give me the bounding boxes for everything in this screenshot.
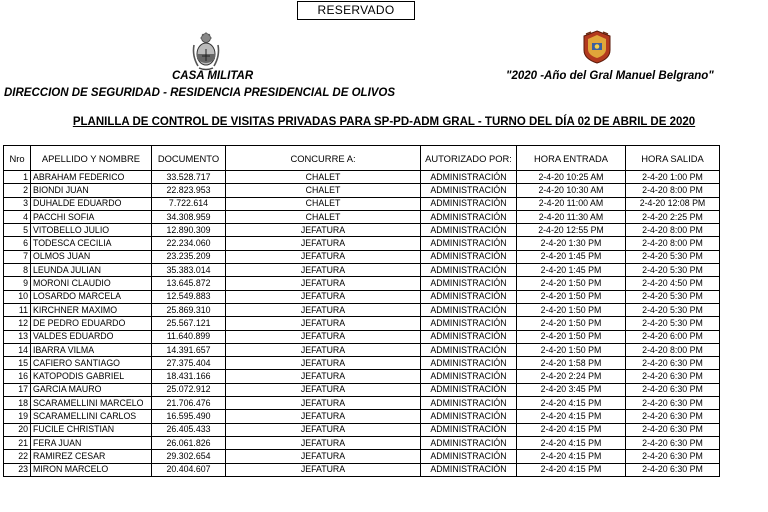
row-documento: 26.405.433 [152,423,226,436]
row-nro: 21 [4,436,31,449]
row-hora-entrada: 2-4-20 10:25 AM [517,171,626,184]
row-hora-entrada: 2-4-20 1:30 PM [517,237,626,250]
row-name: LOSARDO MARCELA [31,290,152,303]
row-concurre: CHALET [226,210,421,223]
row-concurre: JEFATURA [226,330,421,343]
row-nro: 1 [4,171,31,184]
row-hora-salida: 2-4-20 8:00 PM [626,184,720,197]
row-autorizado: ADMINISTRACIÓN [421,436,517,449]
row-nro: 3 [4,197,31,210]
row-hora-entrada: 2-4-20 1:50 PM [517,290,626,303]
row-name: KIRCHNER MAXIMO [31,303,152,316]
row-autorizado: ADMINISTRACIÓN [421,303,517,316]
row-nro: 5 [4,224,31,237]
table-row [4,410,720,423]
row-hora-salida: 2-4-20 6:30 PM [626,357,720,370]
row-hora-salida: 2-4-20 6:30 PM [626,410,720,423]
row-name: ABRAHAM FEDERICO [31,171,152,184]
row-nro: 17 [4,383,31,396]
row-nro: 23 [4,463,31,476]
row-documento: 29.302.654 [152,450,226,463]
row-hora-entrada: 2-4-20 2:24 PM [517,370,626,383]
row-hora-entrada: 2-4-20 1:50 PM [517,343,626,356]
table-row [4,250,720,263]
row-hora-entrada: 2-4-20 4:15 PM [517,397,626,410]
table-row [4,423,720,436]
row-concurre: JEFATURA [226,264,421,277]
row-name: CAFIERO SANTIAGO [31,357,152,370]
row-nro: 22 [4,450,31,463]
table-row [4,357,720,370]
row-hora-salida: 2-4-20 5:30 PM [626,303,720,316]
row-autorizado: ADMINISTRACIÓN [421,317,517,330]
row-documento: 34.308.959 [152,210,226,223]
table-row [4,330,720,343]
row-concurre: JEFATURA [226,383,421,396]
row-documento: 26.061.826 [152,436,226,449]
row-documento: 18.431.166 [152,370,226,383]
row-documento: 12.890.309 [152,224,226,237]
row-name: PACCHI SOFIA [31,210,152,223]
table-row [4,197,720,210]
table-row [4,370,720,383]
row-concurre: JEFATURA [226,303,421,316]
row-documento: 25.869.310 [152,303,226,316]
row-name: FUCILE CHRISTIAN [31,423,152,436]
row-hora-entrada: 2-4-20 10:30 AM [517,184,626,197]
row-hora-salida: 2-4-20 12:08 PM [626,197,720,210]
row-nro: 20 [4,423,31,436]
row-nro: 2 [4,184,31,197]
row-concurre: JEFATURA [226,357,421,370]
row-concurre: JEFATURA [226,317,421,330]
row-hora-salida: 2-4-20 8:00 PM [626,237,720,250]
row-autorizado: ADMINISTRACIÓN [421,397,517,410]
row-hora-entrada: 2-4-20 1:50 PM [517,303,626,316]
row-hora-entrada: 2-4-20 3:45 PM [517,383,626,396]
table-row [4,343,720,356]
row-autorizado: ADMINISTRACIÓN [421,290,517,303]
row-concurre: JEFATURA [226,224,421,237]
row-concurre: CHALET [226,171,421,184]
row-nro: 10 [4,290,31,303]
row-nro: 7 [4,250,31,263]
casa-militar-emblem-icon [582,30,612,64]
row-hora-salida: 2-4-20 6:30 PM [626,463,720,476]
row-autorizado: ADMINISTRACIÓN [421,450,517,463]
row-documento: 22.823.953 [152,184,226,197]
table-row [4,210,720,223]
row-name: SCARAMELLINI CARLOS [31,410,152,423]
table-header-row [4,146,720,171]
row-autorizado: ADMINISTRACIÓN [421,171,517,184]
row-name: FERA JUAN [31,436,152,449]
row-nro: 11 [4,303,31,316]
row-hora-salida: 2-4-20 5:30 PM [626,290,720,303]
row-autorizado: ADMINISTRACIÓN [421,463,517,476]
row-documento: 20.404.607 [152,463,226,476]
table-row [4,317,720,330]
table-row [4,436,720,449]
row-autorizado: ADMINISTRACIÓN [421,330,517,343]
row-nro: 6 [4,237,31,250]
row-autorizado: ADMINISTRACIÓN [421,370,517,383]
argentina-coat-of-arms-icon [190,31,222,71]
col-autorizado: AUTORIZADO POR: [421,146,517,171]
row-name: VALDES EDUARDO [31,330,152,343]
row-hora-entrada: 2-4-20 1:58 PM [517,357,626,370]
row-hora-entrada: 2-4-20 1:50 PM [517,317,626,330]
row-name: SCARAMELLINI MARCELO [31,397,152,410]
reserved-stamp: RESERVADO [297,1,415,20]
row-hora-salida: 2-4-20 5:30 PM [626,250,720,263]
row-concurre: JEFATURA [226,370,421,383]
table-row [4,290,720,303]
row-hora-entrada: 2-4-20 4:15 PM [517,463,626,476]
row-name: DUHALDE EDUARDO [31,197,152,210]
row-concurre: JEFATURA [226,250,421,263]
row-hora-salida: 2-4-20 1:00 PM [626,171,720,184]
row-concurre: CHALET [226,197,421,210]
table-row [4,303,720,316]
row-name: IBARRA VILMA [31,343,152,356]
row-name: MORONI CLAUDIO [31,277,152,290]
row-hora-salida: 2-4-20 6:00 PM [626,330,720,343]
row-hora-salida: 2-4-20 6:30 PM [626,423,720,436]
row-hora-entrada: 2-4-20 11:00 AM [517,197,626,210]
row-name: BIONDI JUAN [31,184,152,197]
table-row [4,184,720,197]
table-row [4,237,720,250]
row-documento: 13.645.872 [152,277,226,290]
row-name: OLMOS JUAN [31,250,152,263]
row-hora-salida: 2-4-20 6:30 PM [626,436,720,449]
row-hora-entrada: 2-4-20 11:30 AM [517,210,626,223]
row-documento: 21.706.476 [152,397,226,410]
table-row [4,224,720,237]
direccion-heading: DIRECCION DE SEGURIDAD - RESIDENCIA PRESIDENCIAL DE OLIVOS [4,87,396,99]
row-hora-salida: 2-4-20 6:30 PM [626,370,720,383]
table-row [4,397,720,410]
row-name: LEUNDA JULIAN [31,264,152,277]
row-documento: 33.528.717 [152,171,226,184]
table-row [4,383,720,396]
col-hora-entrada: HORA ENTRADA [517,146,626,171]
row-autorizado: ADMINISTRACIÓN [421,184,517,197]
row-nro: 13 [4,330,31,343]
row-hora-salida: 2-4-20 6:30 PM [626,397,720,410]
row-concurre: JEFATURA [226,237,421,250]
row-name: MIRON MARCELO [31,463,152,476]
row-documento: 14.391.657 [152,343,226,356]
row-hora-entrada: 2-4-20 1:45 PM [517,264,626,277]
row-documento: 12.549.883 [152,290,226,303]
row-concurre: CHALET [226,184,421,197]
row-hora-entrada: 2-4-20 4:15 PM [517,410,626,423]
row-autorizado: ADMINISTRACIÓN [421,264,517,277]
row-hora-entrada: 2-4-20 12:55 PM [517,224,626,237]
row-autorizado: ADMINISTRACIÓN [421,357,517,370]
row-nro: 4 [4,210,31,223]
row-documento: 25.072.912 [152,383,226,396]
row-nro: 8 [4,264,31,277]
row-concurre: JEFATURA [226,397,421,410]
col-hora-salida: HORA SALIDA [626,146,720,171]
row-documento: 35.383.014 [152,264,226,277]
row-name: VITOBELLO JULIO [31,224,152,237]
row-autorizado: ADMINISTRACIÓN [421,277,517,290]
table-row [4,264,720,277]
row-hora-salida: 2-4-20 5:30 PM [626,264,720,277]
col-apellido-nombre: APELLIDO Y NOMBRE [31,146,152,171]
row-concurre: JEFATURA [226,290,421,303]
row-concurre: JEFATURA [226,277,421,290]
row-documento: 16.595.490 [152,410,226,423]
row-nro: 18 [4,397,31,410]
row-hora-entrada: 2-4-20 1:50 PM [517,277,626,290]
row-documento: 11.640.899 [152,330,226,343]
row-hora-salida: 2-4-20 2:25 PM [626,210,720,223]
row-autorizado: ADMINISTRACIÓN [421,197,517,210]
row-name: TODESCA CECILIA [31,237,152,250]
row-concurre: JEFATURA [226,450,421,463]
row-hora-salida: 2-4-20 6:30 PM [626,450,720,463]
row-hora-entrada: 2-4-20 4:15 PM [517,450,626,463]
row-concurre: JEFATURA [226,463,421,476]
document-title-text: PLANILLA DE CONTROL DE VISITAS PRIVADAS PARA SP-PD-ADM GRAL - TURNO DEL DÍA 02 DE ABRIL DE 2020 [72,116,696,128]
row-autorizado: ADMINISTRACIÓN [421,343,517,356]
row-autorizado: ADMINISTRACIÓN [421,410,517,423]
row-autorizado: ADMINISTRACIÓN [421,250,517,263]
row-concurre: JEFATURA [226,436,421,449]
row-nro: 9 [4,277,31,290]
row-concurre: JEFATURA [226,423,421,436]
document-title [0,116,768,128]
row-nro: 16 [4,370,31,383]
table-row [4,277,720,290]
row-concurre: JEFATURA [226,410,421,423]
row-hora-salida: 2-4-20 8:00 PM [626,343,720,356]
casa-militar-heading: CASA MILITAR [172,70,254,82]
row-documento: 7.722.614 [152,197,226,210]
row-hora-entrada: 2-4-20 1:50 PM [517,330,626,343]
row-concurre: JEFATURA [226,343,421,356]
row-autorizado: ADMINISTRACIÓN [421,383,517,396]
table-row [4,171,720,184]
row-hora-entrada: 2-4-20 4:15 PM [517,423,626,436]
row-nro: 12 [4,317,31,330]
visits-table [3,145,720,477]
row-hora-salida: 2-4-20 4:50 PM [626,277,720,290]
row-autorizado: ADMINISTRACIÓN [421,224,517,237]
row-documento: 23.235.209 [152,250,226,263]
row-name: KATOPODIS GABRIEL [31,370,152,383]
table-row [4,463,720,476]
col-nro: Nro [4,146,31,171]
row-name: GARCIA MAURO [31,383,152,396]
year-motto: "2020 -Año del Gral Manuel Belgrano" [506,70,714,82]
col-documento: DOCUMENTO [152,146,226,171]
row-documento: 22.234.060 [152,237,226,250]
row-hora-salida: 2-4-20 8:00 PM [626,224,720,237]
row-documento: 25.567.121 [152,317,226,330]
row-hora-salida: 2-4-20 5:30 PM [626,317,720,330]
row-hora-entrada: 2-4-20 4:15 PM [517,436,626,449]
row-nro: 14 [4,343,31,356]
row-documento: 27.375.404 [152,357,226,370]
row-hora-entrada: 2-4-20 1:45 PM [517,250,626,263]
row-name: DE PEDRO EDUARDO [31,317,152,330]
row-hora-salida: 2-4-20 6:30 PM [626,383,720,396]
row-nro: 19 [4,410,31,423]
row-autorizado: ADMINISTRACIÓN [421,210,517,223]
row-name: RAMIREZ CESAR [31,450,152,463]
row-autorizado: ADMINISTRACIÓN [421,423,517,436]
row-nro: 15 [4,357,31,370]
table-row [4,450,720,463]
row-autorizado: ADMINISTRACIÓN [421,237,517,250]
col-concurre: CONCURRE A: [226,146,421,171]
